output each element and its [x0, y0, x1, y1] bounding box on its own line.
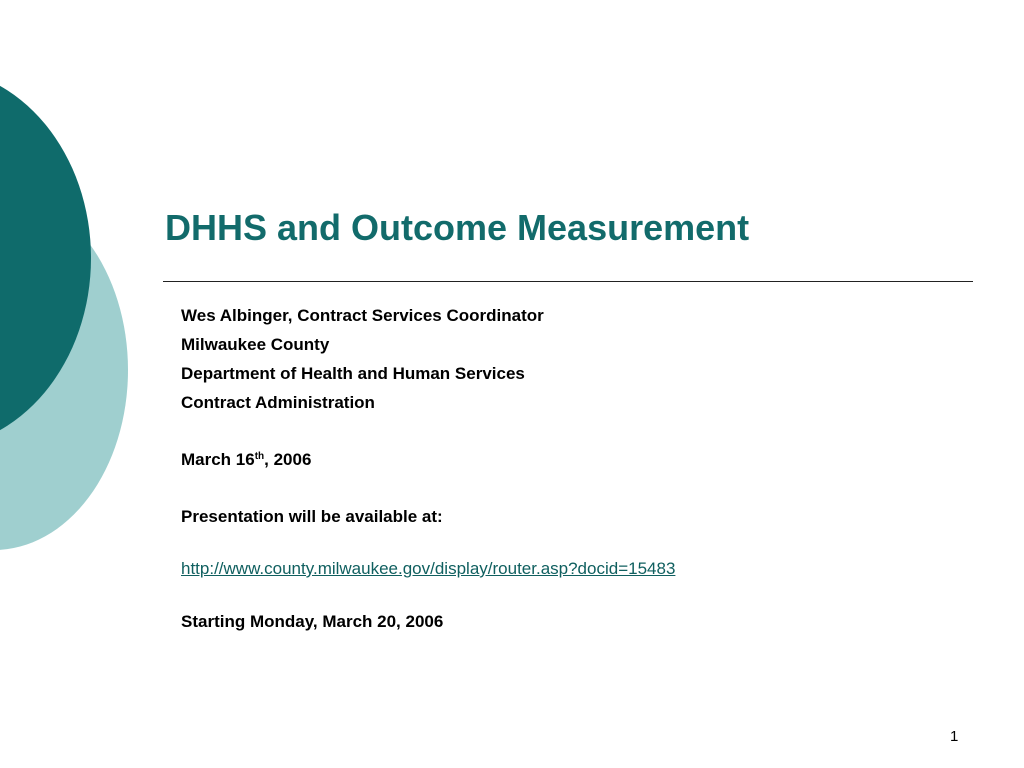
- title-divider: [163, 281, 973, 282]
- presenter-line: Wes Albinger, Contract Services Coordinator: [181, 306, 544, 325]
- org-line-department: Department of Health and Human Services: [181, 364, 525, 383]
- org-line-division: Contract Administration: [181, 393, 375, 412]
- page-number: 1: [950, 728, 959, 745]
- org-line-county: Milwaukee County: [181, 335, 330, 354]
- availability-text: Presentation will be available at:: [181, 507, 443, 526]
- date-year: , 2006: [264, 450, 312, 469]
- presentation-date: [181, 450, 311, 470]
- start-date-text: Starting Monday, March 20, 2006: [181, 612, 444, 631]
- date-ordinal-suffix: th: [254, 451, 265, 462]
- presentation-link[interactable]: http://www.county.milwaukee.gov/display/router.asp?docid=15483: [181, 559, 676, 578]
- slide-title: DHHS and Outcome Measurement: [165, 207, 750, 248]
- date-month-day: March 16: [181, 450, 255, 469]
